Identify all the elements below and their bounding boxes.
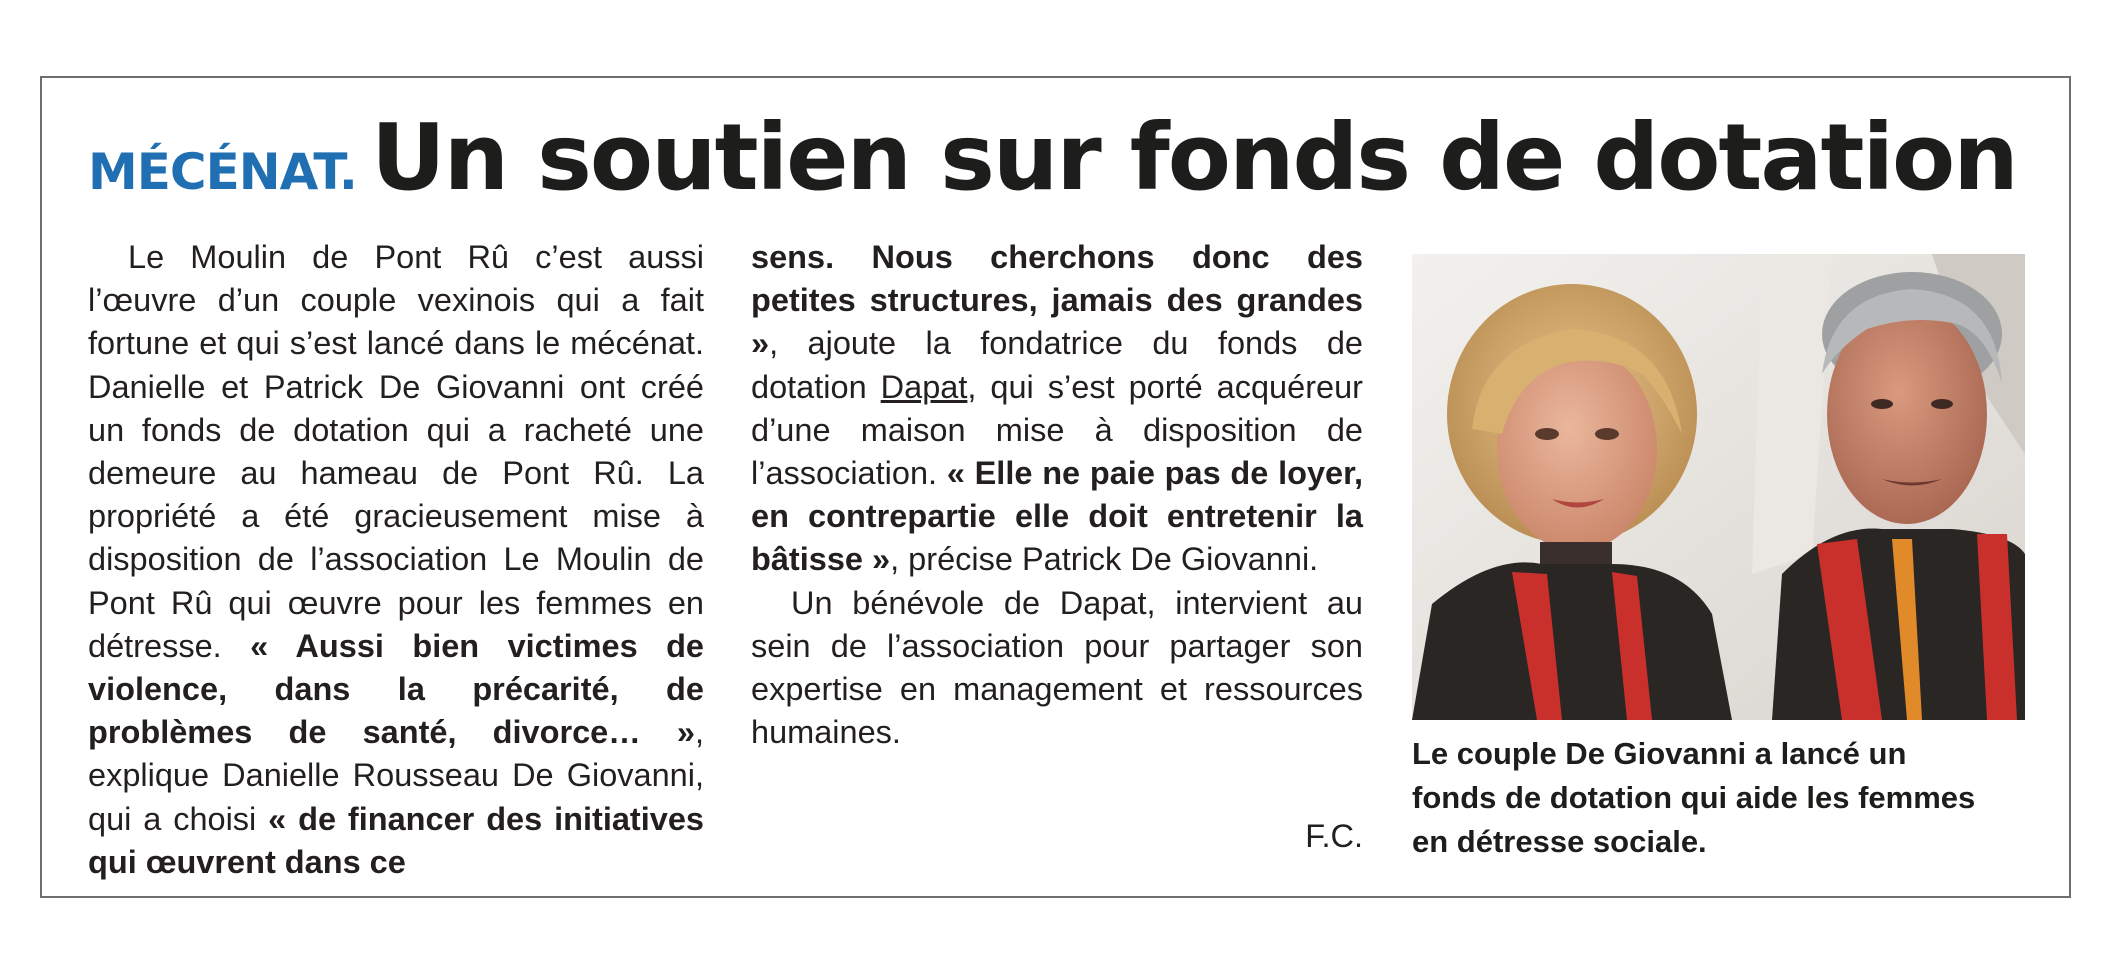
paragraph: Un bénévole de Dapat, intervient au sein de l’association pour partager son expertise en management et ressources humaines. (751, 584, 1363, 751)
paragraph-text: , qui s’est porté acquéreur d’une maison mise à disposition de l’association. (751, 368, 1364, 492)
photo-illustration (1412, 254, 2025, 720)
kicker-label: MÉCÉNAT. (88, 143, 357, 201)
dapat-link[interactable]: Dapat (880, 368, 968, 405)
paragraph (88, 236, 704, 884)
text-column-1 (88, 236, 704, 884)
paragraph-text: , ajoute la fondatrice du fonds de dotation (751, 325, 1363, 405)
author-signature: F.C. (1305, 818, 1363, 854)
caption-line: fonds de dotation qui aide les femmes (1412, 780, 1976, 815)
quote-text: « Elle ne paie pas de loyer, en contrepartie elle doit entretenir la bâtisse » (751, 455, 1363, 578)
paragraph-text: , précise Patrick De Giovanni. (890, 541, 1319, 578)
paragraph (751, 236, 1363, 582)
quote-text: « Aussi bien victimes de violence, dans la précarité, de problèmes de santé, divorce… » (88, 627, 705, 751)
caption-line: en détresse sociale. (1412, 824, 1707, 859)
quote-text: sens. Nous cherchons donc des petites structures, jamais des grandes » (751, 239, 1363, 362)
text-column-2 (751, 236, 1363, 754)
quote-text: « de financer des initiatives qui œuvrent dans ce (88, 800, 704, 880)
caption-line: Le couple De Giovanni a lancé un (1412, 736, 1907, 771)
paragraph-text: Le Moulin de Pont Rû c’est aussi l’œuvre d’un couple vexinois qui a fait fortune et qui s’est lancé dans le mécénat. Danielle et Patrick De Giovanni ont créé un fonds de dotation qui a racheté une demeure au hameau de Pont Rû. La propriété a été gracieusement mise à disposition de l’association Le Moulin de Pont Rû qui œuvre pour les femmes en détresse. (88, 239, 704, 664)
couple-photo (1412, 254, 2025, 720)
headline (88, 104, 2048, 214)
article-title: Un soutien sur fonds de dotation (370, 104, 2017, 211)
paragraph-text: , explique Danielle Rousseau De Giovanni, qui a choisi (88, 714, 704, 837)
photo-caption (1412, 732, 2032, 864)
